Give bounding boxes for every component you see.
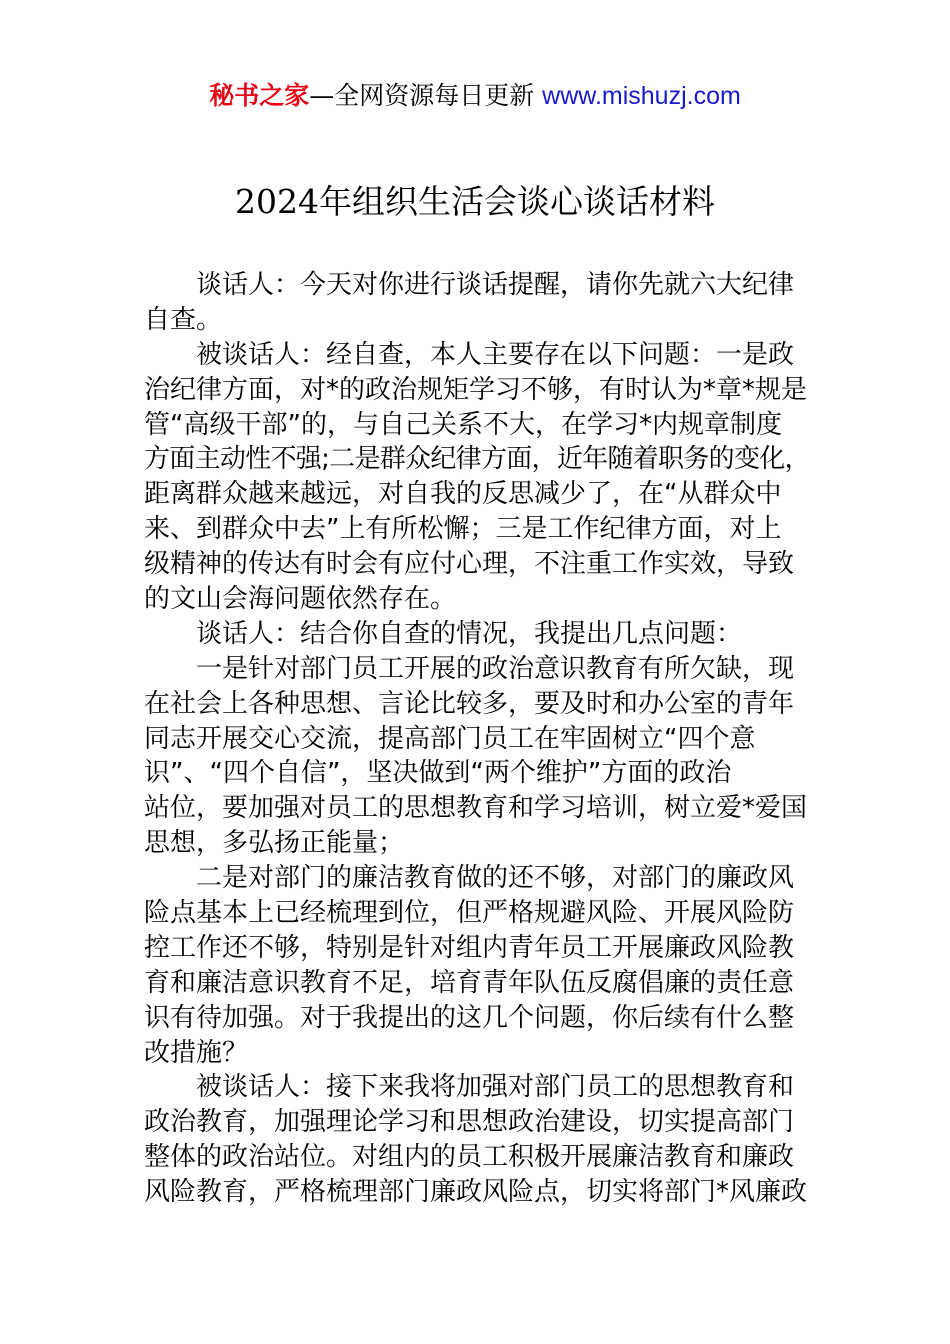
document-line: 二是对部门的廉洁教育做的还不够，对部门的廉政风 (196, 863, 795, 894)
document-line: 级精神的传达有时会有应付心理，不注重工作实效，导致 (144, 549, 795, 580)
document-line: 谈话人：今天对你进行谈话提醒，请你先就六大纪律 (196, 270, 795, 300)
document-title: 2024年组织生活会谈心谈话材料 (235, 182, 715, 221)
document-line: 被谈话人：经自查，本人主要存在以下问题：一是政 (196, 339, 795, 370)
document-line: 改措施？ (144, 1037, 249, 1068)
document-line: 识有待加强。对于我提出的这几个问题，你后续有什么整 (144, 1002, 795, 1033)
document-line: 政治教育，加强理论学习和思想政治建设，切实提高部门 (144, 1107, 795, 1138)
document-line: 识”、“四个自信”，坚决做到“两个维护”方面的政治 (144, 758, 732, 789)
document-line: 同志开展交心交流，提高部门员工在牢固树立“四个意 (144, 723, 756, 754)
document-line: 方面主动性不强;二是群众纪律方面，近年随着职务的变化， (144, 444, 810, 475)
site-brand: 秘书之家 (209, 81, 310, 110)
document-line: 一是针对部门员工开展的政治意识教育有所欠缺，现 (196, 653, 795, 684)
document-line: 思想，多弘扬正能量； (144, 828, 405, 859)
site-header (0, 78, 950, 114)
document-line: 育和廉洁意识教育不足，培育青年队伍反腐倡廉的责任意 (144, 967, 795, 998)
document-line: 治纪律方面，对*的政治规矩学习不够，有时认为*章*规是 (144, 374, 808, 405)
document-line: 整体的政治站位。对组内的员工积极开展廉洁教育和廉政 (144, 1142, 795, 1173)
document-body (144, 268, 810, 1210)
document-line: 自查。 (144, 304, 223, 335)
document-line: 被谈话人：接下来我将加强对部门员工的思想教育和 (196, 1072, 795, 1103)
document-line: 险点基本上已经梳理到位，但严格规避风险、开展风险防 (144, 898, 795, 929)
document-line: 管“高级干部”的，与自己关系不大，在学习*内规章制度 (144, 409, 782, 440)
document-line: 距离群众越来越远，对自我的反思减少了，在“从群众中 (144, 479, 782, 510)
document-line: 的文山会海问题依然存在。 (144, 584, 457, 615)
site-url-link[interactable]: www.mishuzj.com (542, 82, 741, 110)
site-tagline: —全网资源每日更新 (309, 81, 543, 110)
document-line: 谈话人：结合你自查的情况，我提出几点问题： (196, 618, 743, 649)
document-line: 站位，要加强对员工的思想教育和学习培训，树立爱*爱国 (144, 793, 808, 824)
document-line: 来、到群众中去”上有所松懈；三是工作纪律方面，对上 (144, 514, 782, 545)
document-line: 在社会上各种思想、言论比较多，要及时和办公室的青年 (144, 688, 795, 719)
document-line: 控工作还不够，特别是针对组内青年员工开展廉政风险教 (144, 932, 795, 963)
document-line: 风险教育，严格梳理部门廉政风险点，切实将部门*风廉政 (144, 1177, 808, 1208)
